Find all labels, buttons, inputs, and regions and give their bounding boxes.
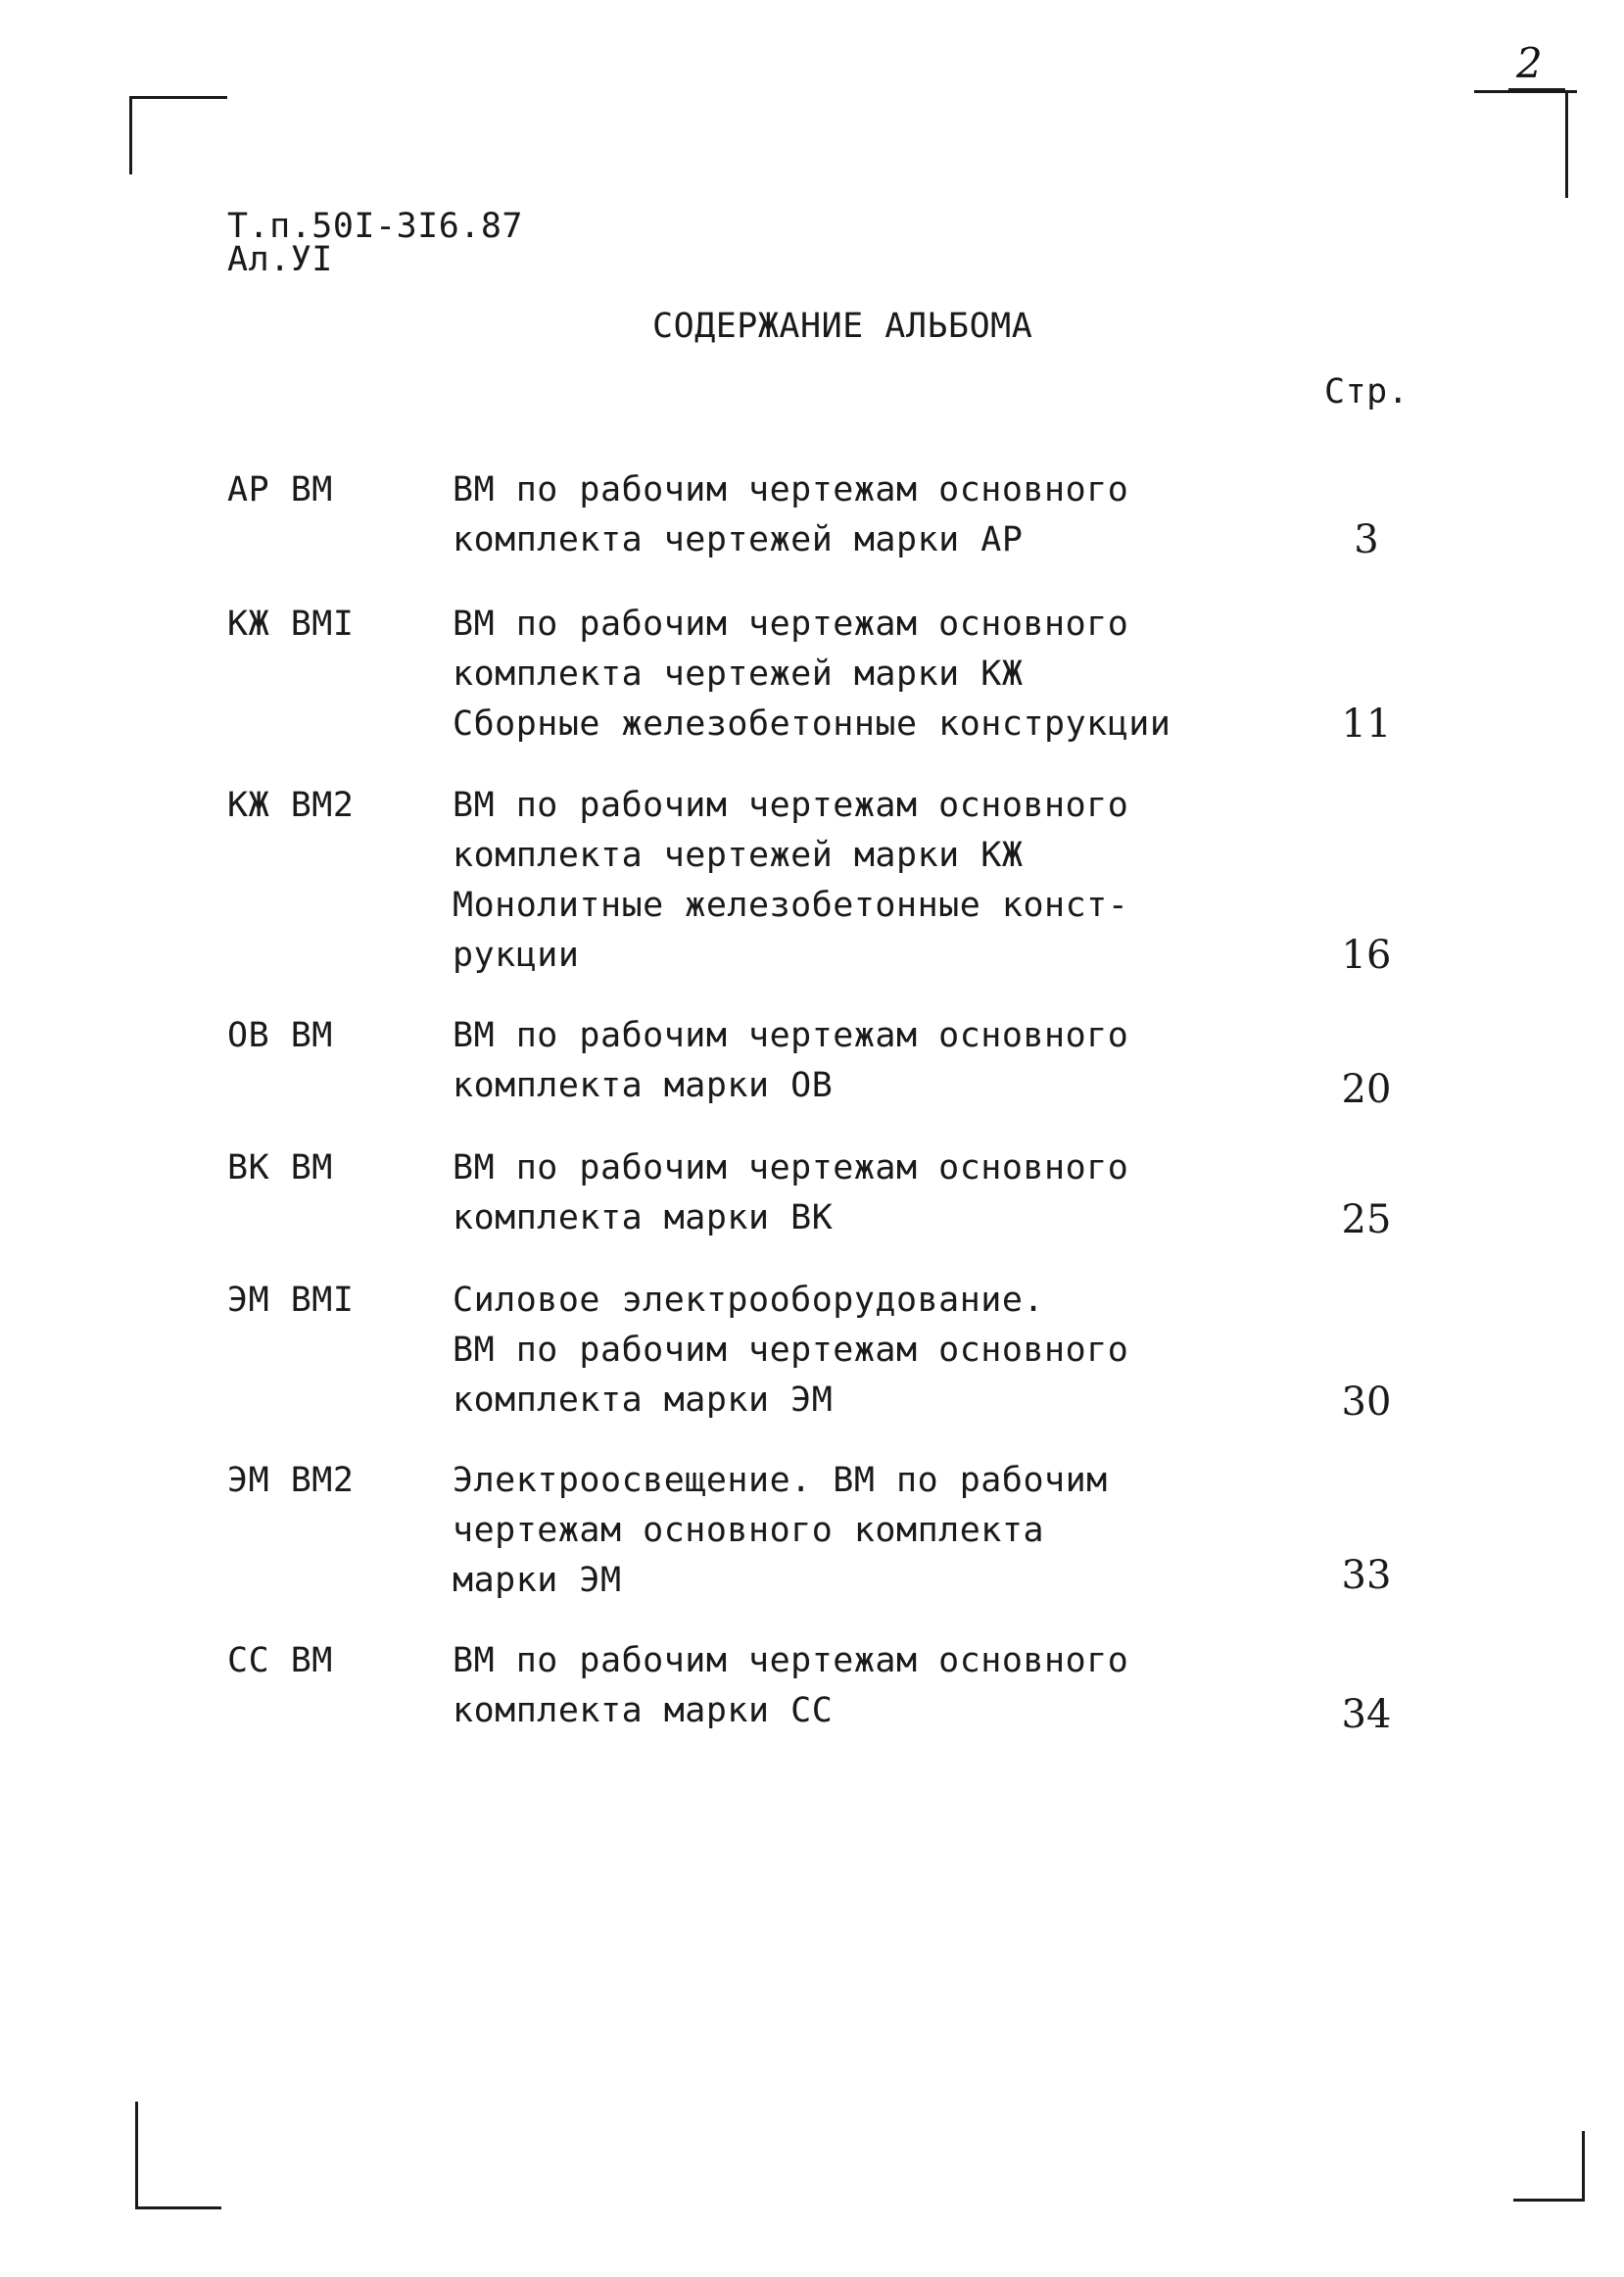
entry-description: [453, 1636, 1128, 1736]
page-title: СОДЕРЖАНИЕ АЛЬБОМА: [652, 307, 1033, 346]
sheet-number: 2: [1516, 39, 1543, 87]
corner-mark-top-left-h: [129, 96, 227, 99]
entry-description: [453, 781, 1128, 981]
entry-description-line: комплекта марки СС: [453, 1691, 834, 1730]
page-column-header: Стр.: [1324, 372, 1409, 412]
entry-description: [453, 465, 1128, 565]
entry-description-line: чертежам основного комплекта: [453, 1511, 1045, 1550]
entry-description-line: ВМ по рабочим чертежам основного: [453, 605, 1129, 644]
entry-page: 25: [1341, 1197, 1392, 1242]
entry-page: 20: [1341, 1067, 1392, 1112]
entry-description-line: Электроосвещение. ВМ по рабочим: [453, 1461, 1108, 1500]
corner-mark-top-right-v: [1565, 90, 1568, 198]
entry-page: 16: [1341, 933, 1392, 978]
entry-description-line: ВМ по рабочим чертежам основного: [453, 786, 1129, 825]
entry-code: АР ВМ: [227, 470, 333, 509]
entry-description-line: марки ЭМ: [453, 1561, 622, 1600]
entry-description-line: комплекта марки ОВ: [453, 1066, 834, 1105]
entry-description-line: комплекта чертежей марки КЖ: [453, 654, 1024, 694]
corner-mark-bottom-right-h: [1513, 2199, 1585, 2202]
entry-description-line: ВМ по рабочим чертежам основного: [453, 1331, 1129, 1370]
entry-code: СС ВМ: [227, 1641, 333, 1680]
entry-code: ЭМ ВМI: [227, 1281, 355, 1320]
entry-code: ВК ВМ: [227, 1148, 333, 1187]
entry-code: ЭМ ВМ2: [227, 1461, 355, 1500]
entry-description: [453, 1456, 1108, 1606]
album-number: Ал.УI: [227, 240, 333, 279]
corner-mark-bottom-left-h: [135, 2206, 221, 2209]
entry-description-line: Силовое электрооборудование.: [453, 1281, 1045, 1320]
corner-mark-bottom-left-v: [135, 2102, 138, 2209]
entry-description-line: ВМ по рабочим чертежам основного: [453, 1016, 1129, 1055]
entry-page: 30: [1341, 1380, 1392, 1425]
entry-description-line: комплекта чертежей марки АР: [453, 520, 1024, 559]
sheet-number-underline: [1508, 88, 1565, 90]
corner-mark-bottom-right-v: [1582, 2131, 1585, 2202]
entry-page: 11: [1341, 702, 1392, 747]
entry-description-line: комплекта марки ВК: [453, 1198, 834, 1237]
entry-code: КЖ ВМI: [227, 605, 355, 644]
entry-description-line: комплекта чертежей марки КЖ: [453, 836, 1024, 875]
document-code: Т.п.50I-3I6.87: [227, 207, 524, 246]
entry-description-line: Сборные железобетонные конструкции: [453, 704, 1171, 744]
corner-mark-top-right-h: [1474, 90, 1577, 93]
entry-description: [453, 1276, 1128, 1426]
entry-page: 33: [1341, 1553, 1392, 1598]
entry-description-line: рукции: [453, 936, 580, 975]
entry-code: КЖ ВМ2: [227, 786, 355, 825]
entry-description-line: ВМ по рабочим чертежам основного: [453, 1148, 1129, 1187]
entry-description-line: комплекта марки ЭМ: [453, 1381, 834, 1420]
entry-description-line: Монолитные железобетонные конст-: [453, 886, 1129, 925]
entry-description-line: ВМ по рабочим чертежам основного: [453, 470, 1129, 509]
entry-description: [453, 600, 1170, 750]
entry-page: 3: [1354, 517, 1379, 562]
entry-description: [453, 1143, 1128, 1243]
corner-mark-top-left-v: [129, 96, 132, 174]
entry-description-line: ВМ по рабочим чертежам основного: [453, 1641, 1129, 1680]
entry-code: ОВ ВМ: [227, 1016, 333, 1055]
entry-description: [453, 1011, 1128, 1111]
entry-page: 34: [1341, 1692, 1392, 1737]
